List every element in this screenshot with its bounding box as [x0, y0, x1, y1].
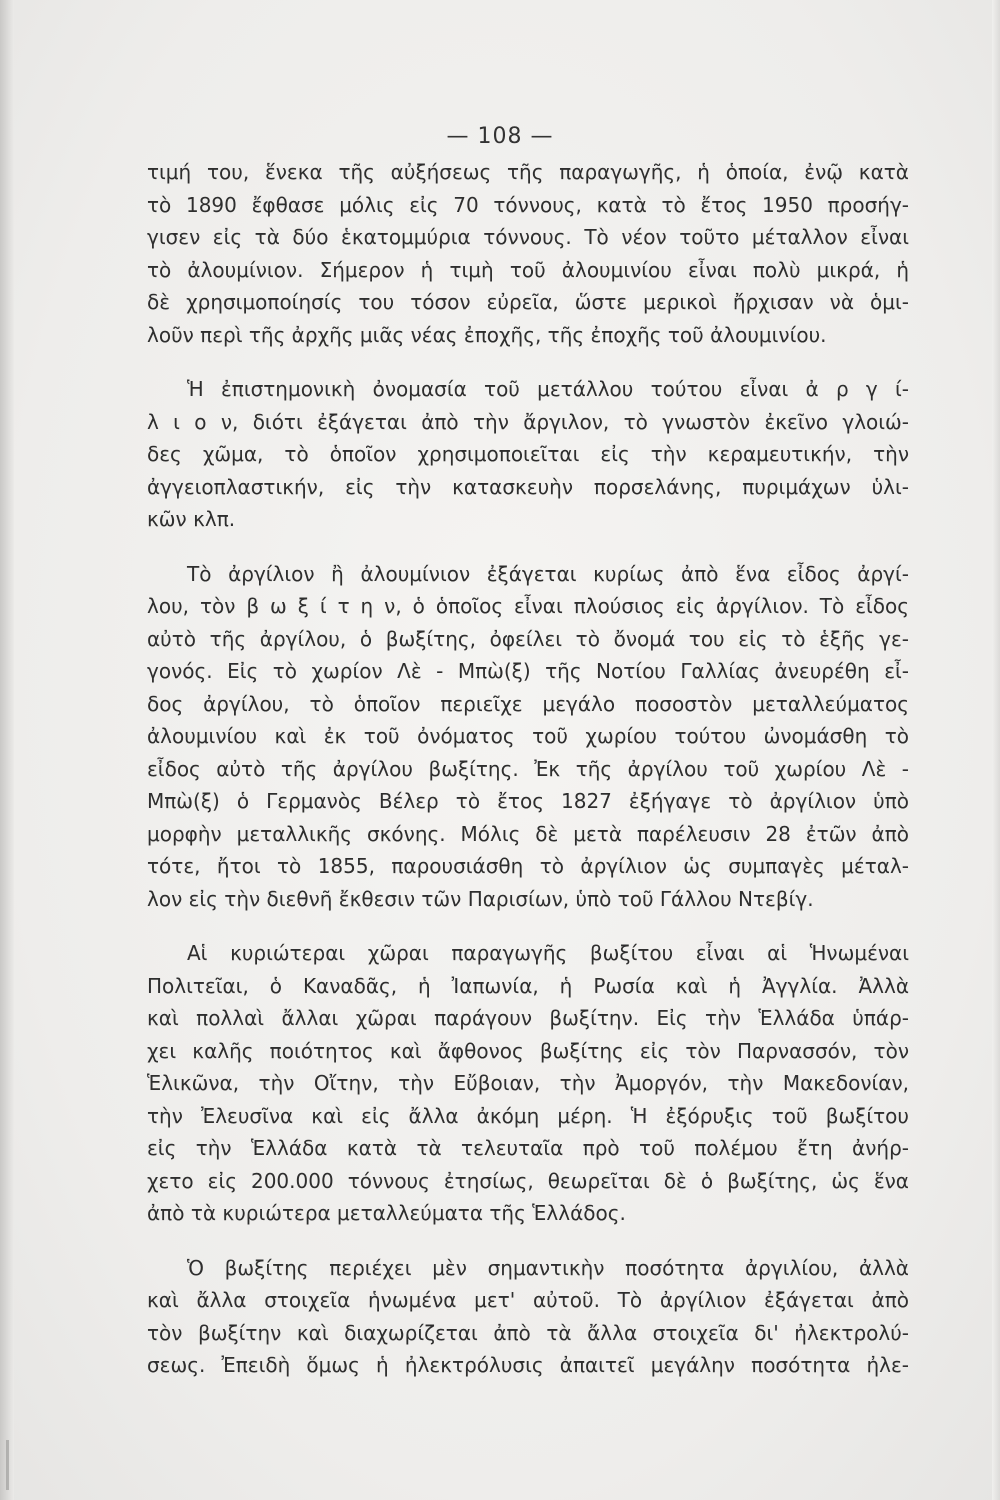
text-line: σεως. Ἐπειδὴ ὅμως ἡ ἠλεκτρόλυσις ἀπαιτεῖ μεγάλην ποσότητα ἠλε- — [147, 1353, 909, 1377]
text-line: εἰς τὴν Ἑλλάδα κατὰ τὰ τελευταῖα πρὸ τοῦ πολέμου ἔτη ἀνήρ- — [147, 1136, 909, 1160]
page-left-edge-shadow — [0, 0, 14, 1500]
text-line: Αἱ κυριώτεραι χῶραι παραγωγῆς βωξίτου εἶναι αἱ Ἡνωμέναι — [187, 941, 909, 965]
paragraph-2 — [147, 373, 909, 536]
paragraph-1 — [147, 156, 909, 351]
text-line: Ἑλικῶνα, τὴν Οἴτην, τὴν Εὔβοιαν, τὴν Ἀμοργόν, τὴν Μακεδονίαν, — [147, 1071, 909, 1095]
text-line: κῶν κλπ. — [147, 507, 236, 531]
text-line: ἀγγειοπλαστικήν, εἰς τὴν κατασκευὴν πορσελάνης, πυριμάχων ὑλι- — [147, 474, 909, 499]
paragraph-5 — [147, 1252, 909, 1382]
text-line: μορφὴν μεταλλικῆς σκόνης. Μόλις δὲ μετὰ παρέλευσιν 28 ἐτῶν ἀπὸ — [147, 821, 909, 846]
text-line: γονός. Εἰς τὸ χωρίον Λὲ - Μπὼ(ξ) τῆς Νοτίου Γαλλίας ἀνευρέθη εἶ- — [147, 659, 909, 683]
text-line: δος ἀργίλου, τὸ ὁποῖον περιεῖχε μεγάλο ποσοστὸν μεταλλεύματος — [147, 691, 909, 716]
text-line: χετο εἰς 200.000 τόννους ἐτησίως, θεωρεῖται δὲ ὁ βωξίτης, ὡς ἕνα — [147, 1168, 909, 1193]
text-line: καὶ ἄλλα στοιχεῖα ἡνωμένα μετ' αὐτοῦ. Τὸ ἀργίλιον ἐξάγεται ἀπὸ — [147, 1288, 909, 1312]
text-line: λοῦν περὶ τῆς ἀρχῆς μιᾶς νέας ἐποχῆς, τῆς ἐποχῆς τοῦ ἀλουμινίου. — [147, 322, 827, 347]
page-right-edge-shadow — [992, 0, 1000, 1500]
text-line: δὲ χρησιμοποίησίς του τόσον εὐρεῖα, ὥστε μερικοὶ ἤρχισαν νὰ ὁμι- — [147, 290, 909, 314]
text-line: τιμή του, ἕνεκα τῆς αὐξήσεως τῆς παραγωγῆς, ἡ ὁποία, ἐνῷ κατὰ — [147, 160, 909, 184]
text-line: Ὁ βωξίτης περιέχει μὲν σημαντικὴν ποσότητα ἀργιλίου, ἀλλὰ — [187, 1255, 909, 1280]
text-line: Μπὼ(ξ) ὁ Γερμανὸς Βέλερ τὸ ἔτος 1827 ἐξήγαγε τὸ ἀργίλιον ὑπὸ — [147, 789, 909, 813]
text-line: γισεν εἰς τὰ δύο ἑκατομμύρια τόννους. Τὸ νέον τοῦτο μέταλλον εἶναι — [147, 225, 909, 249]
text-line: τότε, ἤτοι τὸ 1855, παρουσιάσθη τὸ ἀργίλιον ὡς συμπαγὲς μέταλ- — [147, 854, 909, 878]
paragraph-4 — [147, 937, 909, 1230]
paragraph-3 — [147, 558, 909, 916]
binding-mark — [6, 1440, 9, 1490]
text-line: τὸν βωξίτην καὶ διαχωρίζεται ἀπὸ τὰ ἄλλα στοιχεῖα δι' ἠλεκτρολύ- — [147, 1320, 909, 1345]
text-line: αὐτὸ τῆς ἀργίλου, ὁ βωξίτης, ὀφείλει τὸ ὄνομά του εἰς τὸ ἑξῆς γε- — [147, 626, 909, 651]
text-line: δες χῶμα, τὸ ὁποῖον χρησιμοποιεῖται εἰς τὴν κεραμευτικήν, τὴν — [147, 442, 909, 466]
text-line: τὴν Ἐλευσῖνα καὶ εἰς ἄλλα ἀκόμη μέρη. Ἡ ἐξόρυξις τοῦ βωξίτου — [147, 1103, 909, 1128]
text-line: εἶδος αὐτὸ τῆς ἀργίλου βωξίτης. Ἐκ τῆς ἀργίλου τοῦ χωρίου Λὲ - — [147, 756, 909, 781]
text-line: λον εἰς τὴν διεθνῆ ἔκθεσιν τῶν Παρισίων, ὑπὸ τοῦ Γάλλου Ντεβίγ. — [147, 886, 814, 911]
text-line: ἀλουμινίου καὶ ἐκ τοῦ ὀνόματος τοῦ χωρίου τούτου ὠνομάσθη τὸ — [147, 724, 909, 748]
text-line: τὸ 1890 ἔφθασε μόλις εἰς 70 τόννους, κατὰ τὸ ἔτος 1950 προσήγ- — [147, 192, 909, 217]
text-line: καὶ πολλαὶ ἄλλαι χῶραι παράγουν βωξίτην. Εἰς τὴν Ἑλλάδα ὑπάρ- — [147, 1006, 909, 1030]
text-line: χει καλῆς ποιότητος καὶ ἄφθονος βωξίτης εἰς τὸν Παρνασσόν, τὸν — [147, 1038, 909, 1063]
text-line: Τὸ ἀργίλιον ἢ ἀλουμίνιον ἐξάγεται κυρίως ἀπὸ ἕνα εἶδος ἀργί- — [187, 561, 909, 586]
text-line: λου, τὸν β ω ξ ί τ η ν, ὁ ὁποῖος εἶναι πλούσιος εἰς ἀργίλιον. Τὸ εἶδος — [147, 594, 909, 618]
body-text — [147, 156, 909, 1404]
text-line: λ ι ο ν, διότι ἐξάγεται ἀπὸ τὴν ἄργιλον, τὸ γνωστὸν ἐκεῖνο γλοιώ- — [147, 409, 909, 434]
text-line: τὸ ἀλουμίνιον. Σήμερον ἡ τιμὴ τοῦ ἀλουμινίου εἶναι πολὺ μικρά, ἡ — [147, 257, 909, 282]
text-line: ἀπὸ τὰ κυριώτερα μεταλλεύματα τῆς Ἑλλάδος. — [147, 1201, 626, 1225]
text-line: Ἡ ἐπιστημονικὴ ὀνομασία τοῦ μετάλλου τούτου εἶναι ἀ ρ γ ί- — [187, 377, 909, 401]
text-line: Πολιτεῖαι, ὁ Καναδᾶς, ἡ Ἰαπωνία, ἡ Ρωσία καὶ ἡ Ἀγγλία. Ἀλλὰ — [147, 973, 909, 998]
page-number: — 108 — — [446, 124, 554, 149]
